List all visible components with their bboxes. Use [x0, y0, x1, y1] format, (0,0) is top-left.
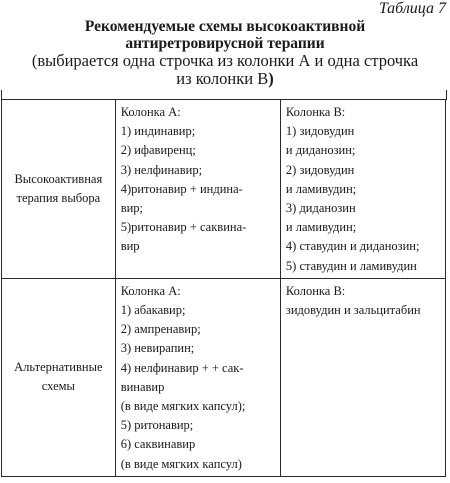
drug-line: 5)ритонавир + саквина-	[120, 220, 247, 235]
drug-line: 6) саквинавир	[120, 437, 196, 452]
drug-line: 4) нелфинавир + + сак-	[120, 360, 244, 375]
drug-line: вир;	[120, 201, 144, 216]
row-label-line: схемы	[41, 379, 75, 394]
regimens-table	[1, 99, 446, 477]
row-label-line: терапия выбора	[16, 190, 101, 205]
row-label-alternative	[2, 278, 116, 476]
drug-line: 5) ритонавир;	[120, 418, 194, 433]
title-line-2: антиретровирусной терапии	[125, 35, 325, 52]
drug-line: 3) нелфинавир;	[120, 162, 203, 177]
subtitle-line-1: (выбирается одна строчка из колонки А и одна строчка	[31, 51, 419, 70]
drug-line: и ламивудин;	[285, 181, 357, 196]
drug-line: и диданозин;	[285, 143, 356, 158]
table-number: Таблица 7	[378, 0, 446, 17]
drug-line: (в виде мягких капсул);	[120, 399, 246, 414]
column-header: Колонка В:	[285, 105, 346, 119]
drug-line: 3) невирапин;	[120, 341, 195, 356]
row-label-first-line	[2, 100, 116, 279]
table-title	[0, 18, 450, 88]
drug-line: 5) ставудин и ламивудин	[285, 258, 417, 273]
cell-column-b-alternative	[280, 278, 445, 476]
drug-line: 2) зидовудин	[285, 162, 355, 177]
cell-column-a-first-line	[115, 100, 280, 279]
drug-line: винавир	[120, 379, 165, 394]
drug-line: 1) индинавир;	[120, 124, 196, 139]
drug-line: 4) ставудин и диданозин;	[285, 239, 420, 254]
drug-line: 2) ампренавир;	[120, 322, 201, 337]
table-row-alternative	[2, 278, 446, 476]
drug-line: 3) диданозин	[285, 201, 356, 216]
row-label-line: Высокоактивная	[14, 171, 103, 186]
subtitle-line-2	[0, 70, 450, 88]
row-label-line: Альтернативные	[14, 360, 103, 375]
column-header: Колонка В:	[285, 283, 346, 298]
drug-line: вир	[120, 239, 140, 254]
subtitle-closing-paren: )	[268, 69, 274, 88]
drug-line: 2) ифавиренц;	[120, 143, 196, 158]
drug-line: 1) зидовудин	[285, 124, 355, 139]
title-line-1: Рекомендуемые схемы высокоактивной	[84, 18, 366, 35]
subtitle-line-2-text: из колонки В	[176, 69, 269, 88]
column-header: Колонка А:	[120, 283, 181, 298]
drug-line: (в виде мягких капсул)	[120, 456, 242, 471]
drug-line: 1) абакавир;	[120, 303, 186, 318]
cell-column-a-alternative	[115, 278, 280, 476]
cell-column-b-first-line	[280, 100, 445, 279]
table-right-edge	[446, 90, 447, 100]
drug-line: и ламивудин;	[285, 220, 357, 235]
drug-line: 4)ритонавир + индина-	[120, 181, 243, 196]
drug-line: зидовудин и зальцитабин	[285, 303, 421, 318]
table-row-first-line	[2, 100, 446, 279]
column-header: Колонка А:	[120, 105, 181, 119]
